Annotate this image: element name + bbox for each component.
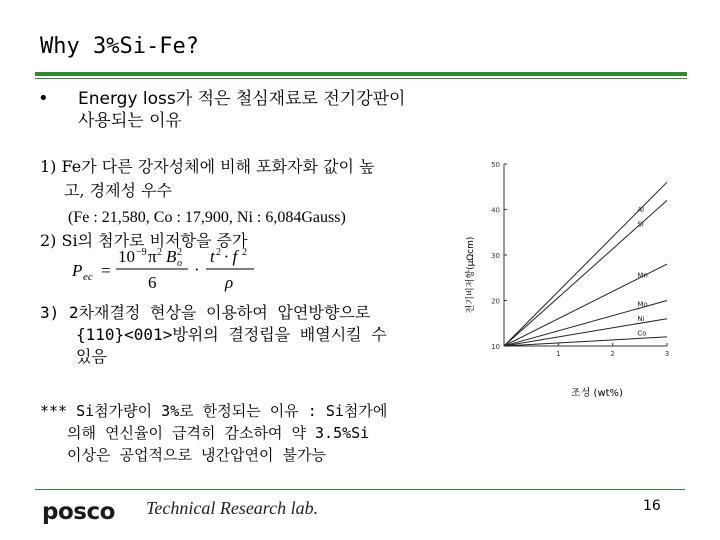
chart-y-tick-label: 30: [491, 252, 500, 260]
chart-y-tick-label: 40: [491, 206, 500, 215]
formula-n1-b-sub: o: [177, 258, 182, 269]
formula-d2: ρ: [225, 273, 234, 292]
chart-x-tick-label: 3: [664, 350, 670, 358]
chart-x-label: 조성 (wt%): [571, 388, 623, 399]
formula-n1-pi-sup: 2: [157, 248, 162, 258]
formula-n2-f-sup: 2: [242, 248, 247, 258]
chart-series-label-al: Al: [637, 205, 645, 214]
footer-rule: [35, 489, 685, 490]
note-line-1: *** Si첨가량이 3%로 한정되는 이유 : Si첨가에: [40, 402, 388, 420]
chart-y-tick-label: 50: [491, 161, 500, 169]
chart-series-label-ni: Ni: [637, 315, 645, 324]
chart-series-label-mo: Mo: [637, 300, 648, 309]
posco-logo-text: posco: [42, 499, 115, 524]
chart-y-tick-label: 10: [491, 343, 500, 351]
formula-n1-sup: −9: [136, 248, 147, 258]
chart-x-tick-label: 1: [556, 350, 561, 358]
chart-y-label: 전기비저항(μΩcm): [466, 236, 476, 314]
item-3-line-1: 3) 2차재결정 현상을 이용하여 압연방향으로: [40, 303, 371, 322]
formula-d1: 6: [148, 273, 157, 292]
formula-n2-t: t: [210, 248, 215, 266]
bullet-text: [78, 88, 478, 132]
formula-lhs-sub: ec: [83, 271, 93, 283]
chart-series-label-co: Co: [637, 329, 647, 338]
note-line-2: 의해 연신율이 급격히 감소하여 약 3.5%Si: [67, 424, 370, 442]
bullet-text-line-2: 사용되는 이유: [78, 111, 182, 131]
item-3-line-3: 있음: [76, 347, 107, 366]
posco-logo: [42, 498, 128, 524]
title-rule-thin: [35, 78, 687, 79]
chart-y-tick-label: 20: [491, 297, 500, 306]
item-3-line-2: {110}<001>방위의 결정립을 배열시킬 수: [76, 325, 387, 344]
chart-series-label-mn: Mn: [637, 271, 648, 280]
item-3: [40, 302, 460, 368]
item-2: 2) Si의 첨가로 비저항을 증가: [40, 231, 248, 250]
formula-n2-f: · f: [224, 248, 238, 266]
title-rule-thick: [35, 72, 687, 76]
formula-n1-pre: 10: [118, 248, 135, 266]
si-limit-note: [40, 400, 500, 466]
resistivity-chart: [462, 150, 692, 400]
bullet-marker: •: [38, 88, 49, 109]
item-1-line-1: 1) Fe가 다른 강자성체에 비해 포화자화 값이 높: [40, 157, 375, 176]
chart-x-tick-label: 2: [610, 350, 615, 358]
page-number: 16: [643, 498, 661, 514]
eddy-loss-formula: [70, 248, 280, 294]
note-line-3: 이상은 공업적으로 냉간압연이 불가능: [67, 446, 326, 464]
formula-n1-b-sup: 2: [177, 248, 182, 258]
chart-plot-area: [491, 161, 669, 358]
slide-title: Why 3%Si-Fe?: [40, 34, 199, 59]
bullet-text-line-1: Energy loss가 적은 철심재료로 전기강판이: [78, 89, 406, 109]
item-1-line-2: 고, 경제성 우수: [64, 181, 172, 200]
lab-name: Technical Research lab.: [146, 498, 319, 518]
formula-lhs: P: [72, 261, 83, 280]
chart-series-label-si: Si: [637, 220, 644, 229]
item-1-line-3: (Fe : 21,580, Co : 17,900, Ni : 6,084Gauss): [68, 209, 346, 226]
formula-n1-b: B: [166, 248, 177, 266]
formula-n1-pi: π: [148, 248, 157, 266]
formula-dot: ·: [194, 260, 200, 279]
formula-eq: =: [101, 261, 111, 280]
formula-n2-t-sup: 2: [216, 248, 221, 258]
